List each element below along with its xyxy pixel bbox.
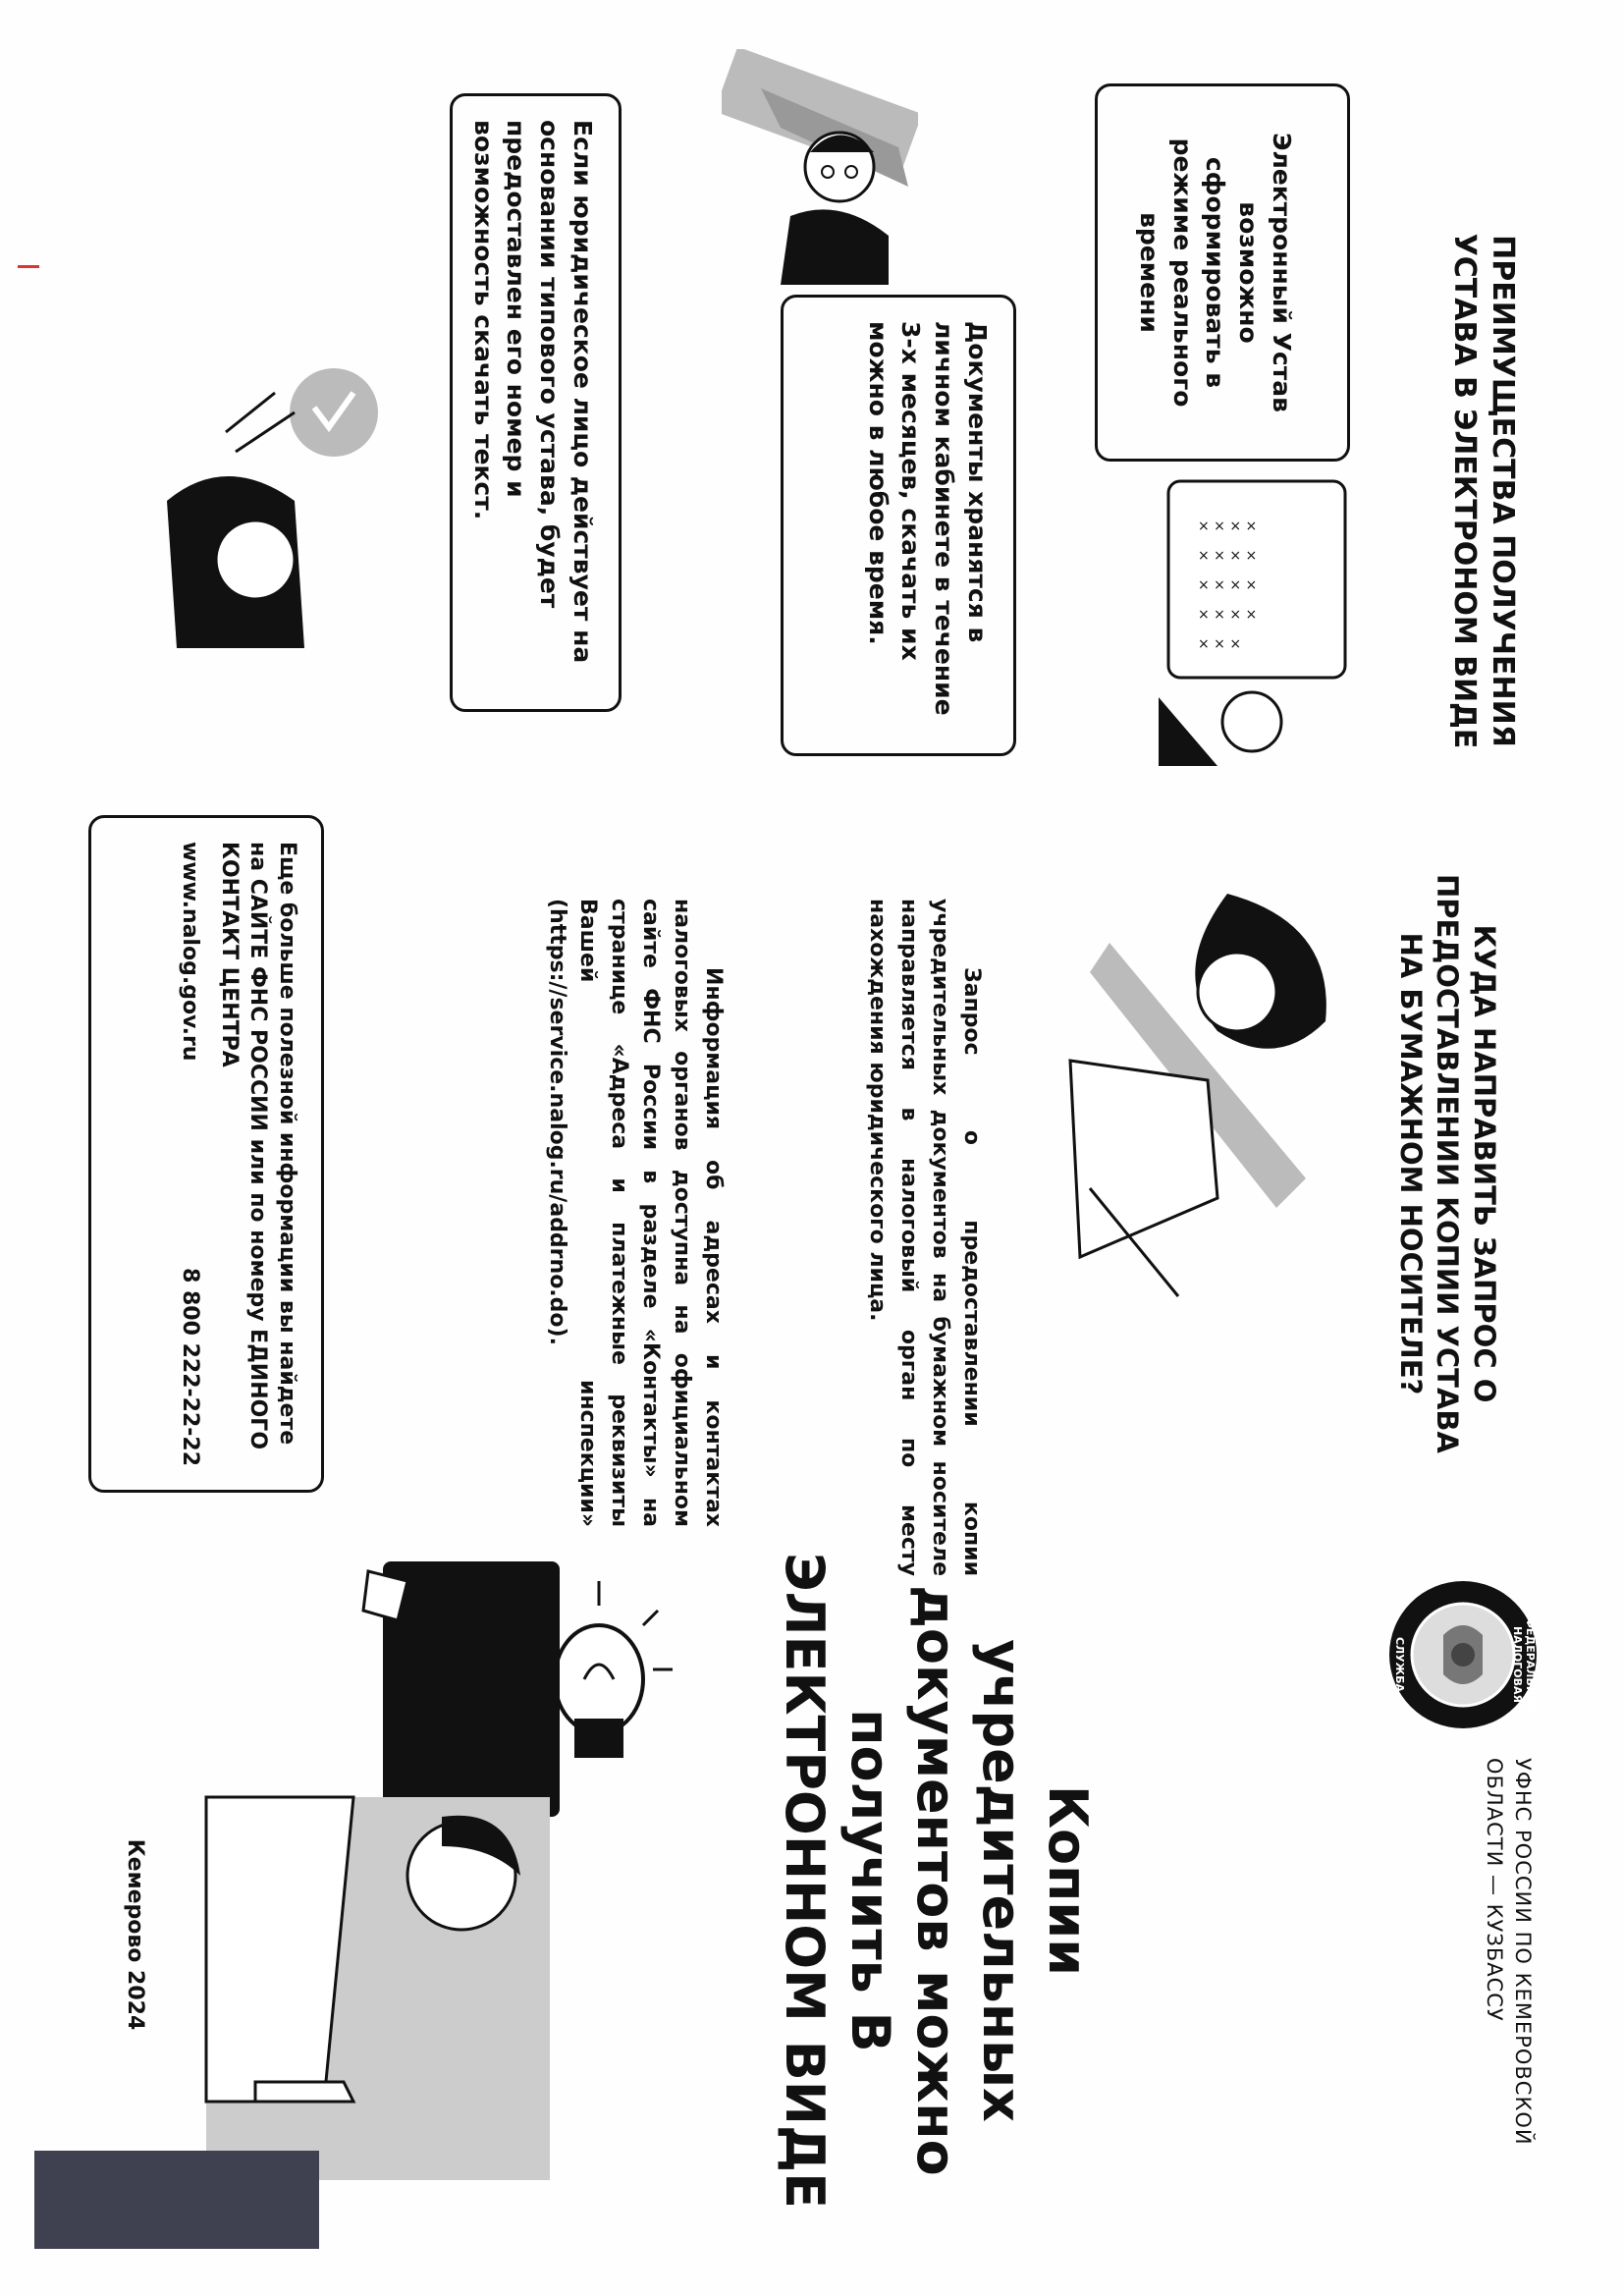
model-charter-box-text: Если юридическое лицо действует на основании типового устава, будет предоставлен его номер и возможность скачать текст.: [468, 120, 597, 664]
svg-text:× × × ×: × × × ×: [1198, 577, 1258, 593]
man-with-tablet-illustration: [196, 1552, 560, 2180]
storage-box: [781, 295, 1016, 756]
storage-box-text: Документы хранятся в личном кабинете в течение 3-х месяцев, скачать их можно в любое время.: [863, 321, 992, 716]
svg-text:× × × ×: × × × ×: [1198, 607, 1258, 623]
woman-pointing-illustration: [1051, 884, 1345, 1375]
phone-number[interactable]: 8 800 222-22-22: [177, 1268, 202, 1466]
realtime-box-text: Электронный Устав возможно сформировать в режиме реального времени: [1135, 133, 1296, 412]
scan-artifact: [34, 2151, 319, 2249]
calendar-illustration: [1159, 471, 1365, 766]
woman-with-pencil-illustration: [722, 49, 918, 295]
organization-name: УФНС РОССИИ ПО КЕМЕРОВСКОЙ ОБЛАСТИ — КУЗБАССУ: [1482, 1758, 1535, 2146]
model-charter-box: [450, 93, 622, 712]
scan-mark: [18, 265, 39, 268]
svg-text:× × × ×: × × × ×: [1198, 519, 1258, 534]
info-box-text: Еще больше полезной информации вы найдете на САЙТЕ ФНС РОССИИ или по номеру ЕДИНОГО КОНТАКТ ЦЕНТРА: [216, 842, 299, 1450]
contacts-paragraph: Информация об адресах и контактах налоговых органов доступна на официальном сайте ФНС России в разделе «Контакты» на странице «Адреса и платежные реквизиты Вашей инспекции» (https://service.nalog.ru/addrno.do).: [544, 899, 726, 1527]
left-panel-title: ПРЕИМУЩЕСТВА ПОЛУЧЕНИЯ УСТАВА В ЭЛЕКТРОНОМ ВИДЕ: [1447, 233, 1520, 749]
svg-text:× × × ×: × × × ×: [1198, 548, 1258, 564]
main-title: Копии учредительных документов можно получить В ЭЛЕКТРОННОМ ВИДЕ: [774, 1553, 1099, 2209]
info-box: [88, 815, 324, 1493]
realtime-box: [1095, 83, 1350, 462]
footer-location-year: Кемерово 2024: [123, 1838, 147, 2031]
checkmark-illustration: [147, 354, 403, 668]
website-link[interactable]: www.nalog.gov.ru: [177, 842, 202, 1062]
emblem-bottom-text: СЛУЖБА: [1393, 1636, 1406, 1693]
svg-text:× × ×: × × ×: [1198, 636, 1242, 652]
middle-panel-title: КУДА НАПРАВИТЬ ЗАПРОС О ПРЕДОСТАВЛЕНИИ КОПИИ УСТАВА НА БУМАЖНОМ НОСИТЕЛЕ?: [1393, 874, 1501, 1453]
emblem-top-text: ФЕДЕРАЛЬНАЯ НАЛОГОВАЯ: [1511, 1616, 1537, 1713]
request-paragraph: Запрос о предоставлении копии учредительных документов на бумажном носителе направляется в налоговый орган по месту нахождения юридического лица.: [865, 899, 984, 1576]
